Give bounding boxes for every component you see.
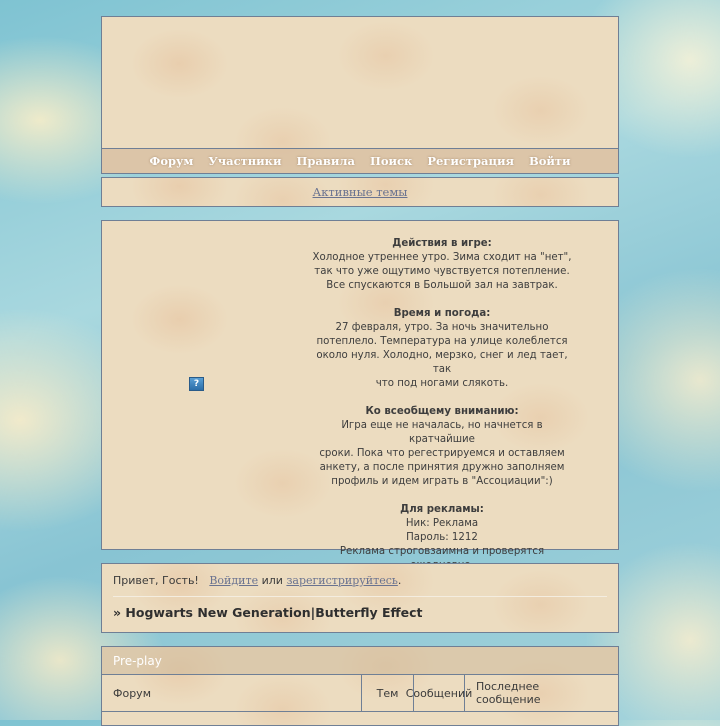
column-last-post (465, 675, 618, 711)
block-line: Холодное утреннее утро. Зима сходит на "нет", (312, 252, 572, 263)
block-heading: Для рекламы: (400, 504, 484, 515)
login-link[interactable]: Войдите (209, 574, 259, 587)
block-line: анкету, а после принятия дружно заполняем (319, 462, 565, 473)
active-topics-link[interactable]: Активные темы (312, 185, 408, 199)
category-title: Pre-play (102, 647, 618, 675)
greeting-period: . (397, 574, 402, 587)
nav-rules-link[interactable]: Правила (296, 154, 355, 168)
block-line: Реклама строговзаимна и проверятся (339, 546, 545, 557)
column-last-line2: сообщение (476, 693, 541, 706)
nav-register-link[interactable]: Регистрация (427, 154, 515, 168)
block-line: потеплело. Температура на улице колеблется (316, 336, 568, 347)
header-banner (102, 17, 618, 149)
game-actions-block (307, 237, 577, 293)
announcement-text (307, 237, 577, 587)
block-line: что под ногами слякоть. (375, 378, 509, 389)
block-line: профиль и идем играть в "Ассоциации":) (331, 476, 553, 487)
block-line: Все спускаются в Большой зал на завтрак. (326, 280, 558, 291)
forum-breadcrumb[interactable]: » Hogwarts New Generation|Butterfly Effect (113, 605, 423, 620)
announcement-panel (101, 220, 619, 557)
column-topics: Тем (362, 675, 414, 711)
or-text: или (261, 574, 283, 587)
greeting-text: Привет, Гость! (113, 574, 199, 587)
register-link[interactable]: зарегистрируйтесь (286, 574, 398, 587)
category-preplay (101, 646, 619, 726)
category-column-headers (102, 675, 618, 712)
block-line: 27 февраля, утро. За ночь значительно (335, 322, 549, 333)
block-line: сроки. Пока что регестрируемся и оставляем (319, 448, 565, 459)
nav-search-link[interactable]: Поиск (369, 154, 413, 168)
block-line: Пароль: 1212 (406, 532, 478, 543)
nav-members-link[interactable]: Участники (208, 154, 282, 168)
help-icon[interactable]: ? (189, 377, 204, 391)
main-nav (102, 149, 618, 173)
nav-forum-link[interactable]: Форум (149, 154, 194, 168)
attention-block (307, 405, 577, 489)
block-heading: Действия в игре: (392, 238, 492, 249)
block-heading: Ко всеобщему вниманию: (365, 406, 519, 417)
forum-header (101, 16, 619, 174)
time-weather-block (307, 307, 577, 391)
column-posts: Сообщений (414, 675, 465, 711)
column-last-line1: Последнее (476, 680, 540, 693)
block-line: так что уже ощутимо чувствуется потепление. (314, 266, 570, 277)
column-forum: Форум (102, 675, 362, 711)
block-line: Игра еще не началась, но начнется в кратчайшие (341, 420, 543, 445)
active-topics-bar (101, 177, 619, 207)
block-line: около нуля. Холодно, мерзко, снег и лед тает, так (316, 350, 568, 375)
guest-greeting (113, 564, 607, 597)
block-line: Ник: Реклама (405, 518, 479, 529)
block-heading: Время и погода: (393, 308, 491, 319)
welcome-panel (101, 563, 619, 633)
nav-login-link[interactable]: Войти (529, 154, 571, 168)
